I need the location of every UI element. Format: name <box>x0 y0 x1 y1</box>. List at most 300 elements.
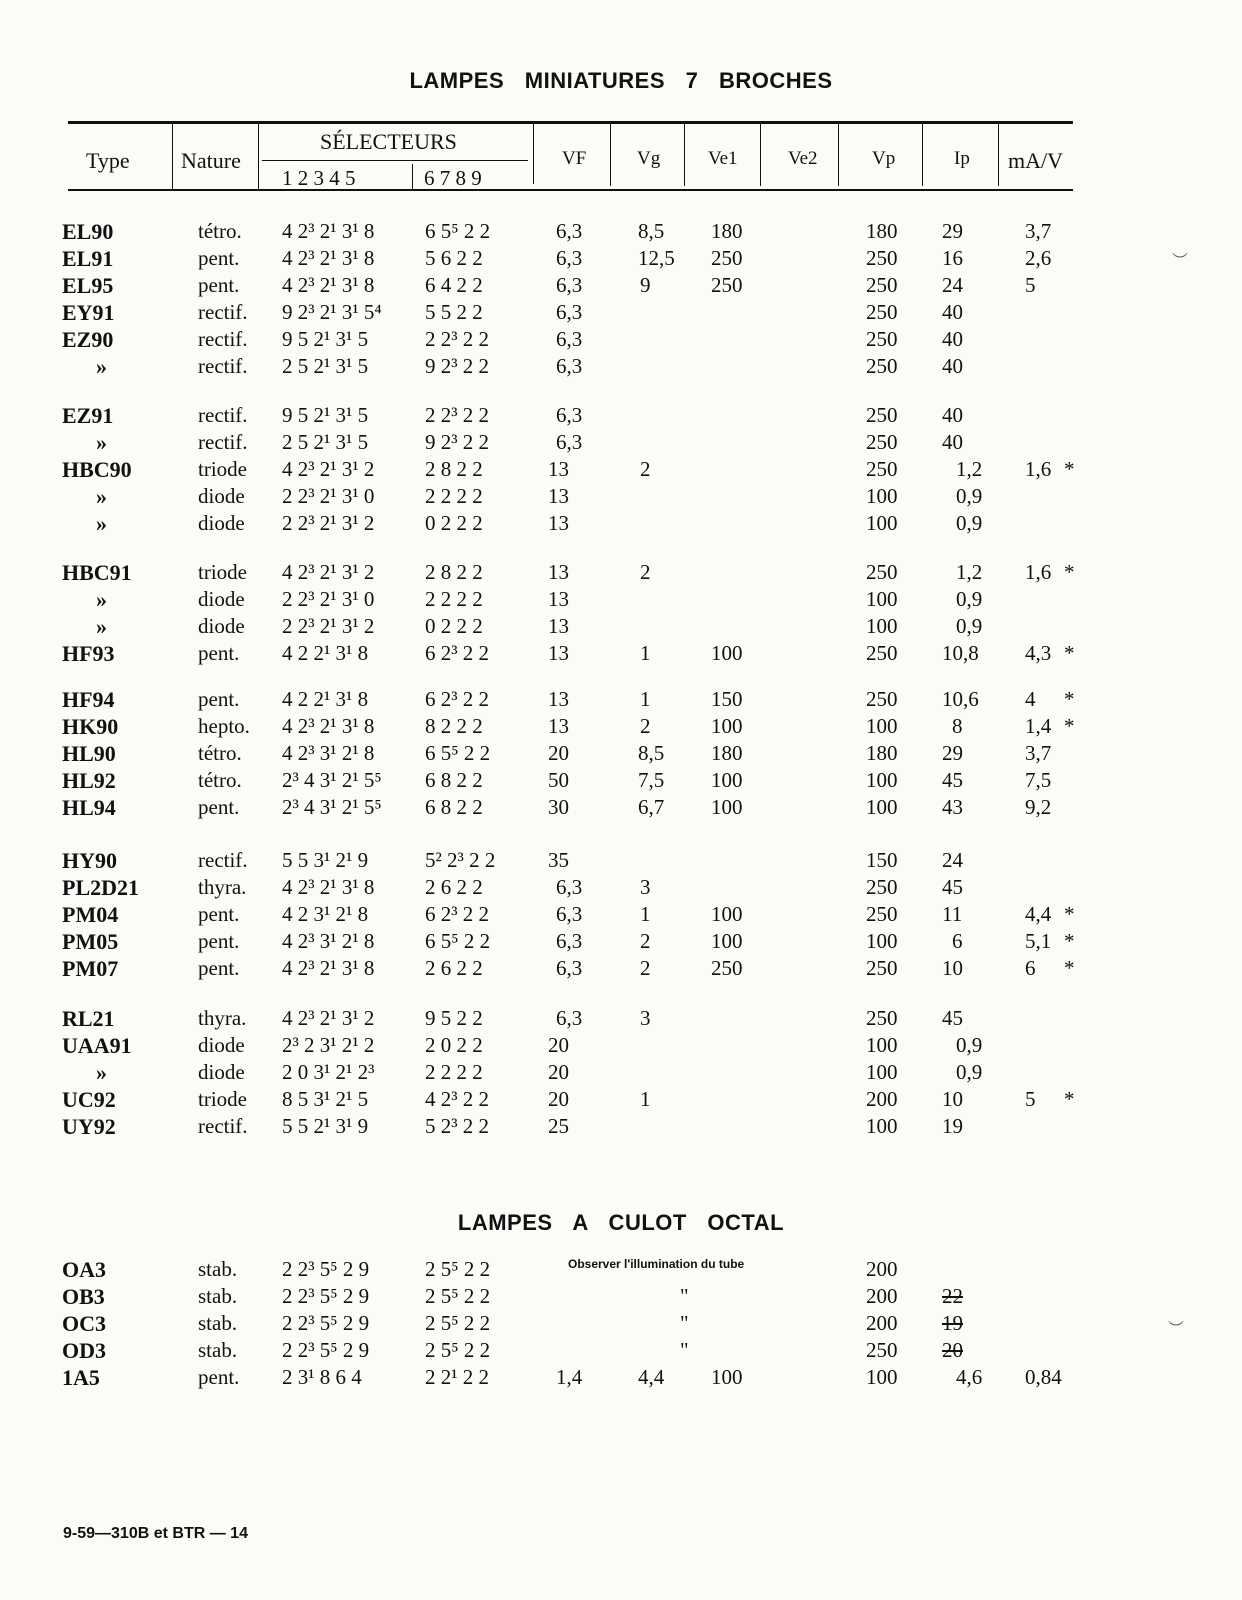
cell-vp: 180 <box>866 741 898 765</box>
cell-vf: 30 <box>548 795 569 819</box>
cell-nature: tétro. <box>198 768 242 792</box>
cell-s2: 6 5⁵ 2 2 <box>425 219 491 243</box>
col-sep-4 <box>533 124 534 184</box>
cell-vg: 3 <box>640 875 651 899</box>
cell-vf: 35 <box>548 848 569 872</box>
cell-vf: 13 <box>548 457 569 481</box>
cell-s2: 2 8 2 2 <box>425 560 483 584</box>
cell-vp: 250 <box>866 403 898 427</box>
cell-ip: 45 <box>942 1006 963 1030</box>
cell-type: » <box>96 511 107 536</box>
cell-ip: 1,2 <box>956 457 983 481</box>
cell-vf: 13 <box>548 641 569 665</box>
cell-nature: diode <box>198 1060 245 1084</box>
cell-nature: diode <box>198 587 245 611</box>
cell-s1: 4 2³ 2¹ 3¹ 8 <box>282 875 375 899</box>
cell-s2: 6 5⁵ 2 2 <box>425 741 491 765</box>
cell-s2: 6 2³ 2 2 <box>425 641 490 665</box>
cell-ip: 20 <box>942 1338 963 1362</box>
cell-type: » <box>96 484 107 509</box>
cell-ip: 40 <box>942 430 963 454</box>
header-vf: VF <box>562 148 587 169</box>
cell-vp: 250 <box>866 1338 898 1362</box>
cell-s1: 9 2³ 2¹ 3¹ 5⁴ <box>282 300 382 324</box>
cell-ip: 40 <box>942 403 963 427</box>
cell-mav: 4,3 <box>1025 641 1052 665</box>
cell-star: * <box>1064 714 1075 738</box>
cell-s2: 6 4 2 2 <box>425 273 483 297</box>
cell-s2: 8 2 2 2 <box>425 714 483 738</box>
cell-type: » <box>96 614 107 639</box>
header-ve2: Ve2 <box>788 148 818 169</box>
cell-vf: 13 <box>548 587 569 611</box>
table-row <box>0 273 1242 300</box>
col-sep-7 <box>760 124 761 186</box>
table-row <box>0 300 1242 327</box>
cell-vp: 100 <box>866 1114 898 1138</box>
table-row <box>0 219 1242 246</box>
margin-mark: ︶ <box>1172 253 1189 270</box>
margin-mark: ︶ <box>1168 1321 1185 1338</box>
cell-vp: 100 <box>866 587 898 611</box>
cell-nature: pent. <box>198 1365 240 1389</box>
selecteurs-divider <box>262 160 528 161</box>
cell-type: OB3 <box>62 1284 105 1309</box>
cell-ve1: 180 <box>711 219 743 243</box>
cell-mav: 5,1 <box>1025 929 1052 953</box>
cell-ip: 0,9 <box>956 587 983 611</box>
col-sep-8 <box>838 124 839 186</box>
cell-vp: 100 <box>866 795 898 819</box>
cell-s1: 9 5 2¹ 3¹ 5 <box>282 403 369 427</box>
cell-nature: pent. <box>198 956 240 980</box>
table-row <box>0 848 1242 875</box>
col-sep-5 <box>610 124 611 186</box>
cell-s2: 2 5⁵ 2 2 <box>425 1311 491 1335</box>
cell-type: OD3 <box>62 1338 106 1363</box>
cell-vf: 13 <box>548 614 569 638</box>
cell-type: EL90 <box>62 219 114 244</box>
cell-ip: 1,2 <box>956 560 983 584</box>
cell-nature: thyra. <box>198 1006 247 1030</box>
cell-vg: 8,5 <box>638 219 665 243</box>
page-footer: 9-59—310B et BTR — 14 <box>63 1525 248 1542</box>
cell-type: HF93 <box>62 641 115 666</box>
cell-type: EL91 <box>62 246 114 271</box>
cell-type: EZ91 <box>62 403 114 428</box>
cell-mav: 9,2 <box>1025 795 1052 819</box>
col-sep-6 <box>684 124 685 186</box>
cell-type: HL90 <box>62 741 116 766</box>
cell-type: HL92 <box>62 768 116 793</box>
cell-vf: 6,3 <box>556 430 583 454</box>
table-row <box>0 956 1242 983</box>
cell-nature: rectif. <box>198 1114 248 1138</box>
cell-ip: 16 <box>942 246 963 270</box>
table-row <box>0 246 1242 273</box>
cell-note: " <box>680 1311 689 1335</box>
cell-ip: 0,9 <box>956 614 983 638</box>
cell-s1: 2 3¹ 8 6 4 <box>282 1365 362 1389</box>
cell-vp: 250 <box>866 1006 898 1030</box>
header-selecteurs-b: 6 7 8 9 <box>424 166 482 190</box>
cell-ve1: 100 <box>711 902 743 926</box>
header-vg: Vg <box>637 148 661 169</box>
table-row <box>0 614 1242 641</box>
cell-nature: pent. <box>198 246 240 270</box>
cell-s2: 2 2 2 2 <box>425 484 483 508</box>
cell-vp: 250 <box>866 430 898 454</box>
cell-vg: 2 <box>640 929 651 953</box>
header-nature: Nature <box>181 148 241 173</box>
cell-s2: 2 2³ 2 2 <box>425 327 490 351</box>
cell-type: » <box>96 354 107 379</box>
cell-vg: 7,5 <box>638 768 665 792</box>
cell-type: » <box>96 1060 107 1085</box>
cell-vp: 250 <box>866 246 898 270</box>
cell-vp: 200 <box>866 1087 898 1111</box>
table-row <box>0 560 1242 587</box>
cell-s1: 2 2³ 5⁵ 2 9 <box>282 1338 370 1362</box>
cell-vp: 180 <box>866 219 898 243</box>
cell-vf: 13 <box>548 560 569 584</box>
cell-vg: 2 <box>640 956 651 980</box>
cell-vp: 100 <box>866 1060 898 1084</box>
cell-s1: 8 5 3¹ 2¹ 5 <box>282 1087 369 1111</box>
cell-mav: 3,7 <box>1025 741 1052 765</box>
cell-vp: 100 <box>866 511 898 535</box>
cell-star: * <box>1064 956 1075 980</box>
cell-s2: 2 5⁵ 2 2 <box>425 1284 491 1308</box>
cell-ip: 10 <box>942 956 963 980</box>
cell-star: * <box>1064 560 1075 584</box>
cell-nature: pent. <box>198 687 240 711</box>
cell-s2: 5 6 2 2 <box>425 246 483 270</box>
cell-type: 1A5 <box>62 1365 100 1390</box>
cell-s1: 2³ 4 3¹ 2¹ 5⁵ <box>282 795 382 819</box>
cell-ip: 45 <box>942 875 963 899</box>
cell-note: " <box>680 1284 689 1308</box>
cell-type: HBC90 <box>62 457 132 482</box>
cell-s1: 4 2³ 2¹ 3¹ 2 <box>282 1006 375 1030</box>
col-sep-3 <box>412 164 413 189</box>
cell-s2: 9 5 2 2 <box>425 1006 483 1030</box>
table-row <box>0 902 1242 929</box>
cell-vf: 20 <box>548 1033 569 1057</box>
cell-type: UY92 <box>62 1114 116 1139</box>
header-ve1: Ve1 <box>708 148 738 169</box>
cell-s1: 4 2³ 2¹ 3¹ 2 <box>282 560 375 584</box>
cell-s2: 2 6 2 2 <box>425 875 483 899</box>
cell-nature: stab. <box>198 1257 238 1281</box>
cell-vp: 250 <box>866 327 898 351</box>
cell-vp: 250 <box>866 956 898 980</box>
table-row <box>0 587 1242 614</box>
cell-type: HK90 <box>62 714 119 739</box>
cell-ip: 29 <box>942 219 963 243</box>
cell-ip: 0,9 <box>956 1060 983 1084</box>
cell-type: EZ90 <box>62 327 114 352</box>
cell-s2: 2 0 2 2 <box>425 1033 483 1057</box>
cell-vg: 2 <box>640 714 651 738</box>
cell-ip: 24 <box>942 848 963 872</box>
cell-note: " <box>680 1338 689 1362</box>
cell-nature: rectif. <box>198 327 248 351</box>
cell-type: UC92 <box>62 1087 116 1112</box>
cell-ve1: 180 <box>711 741 743 765</box>
cell-nature: diode <box>198 511 245 535</box>
cell-vf: 50 <box>548 768 569 792</box>
cell-type: » <box>96 587 107 612</box>
cell-nature: rectif. <box>198 430 248 454</box>
cell-star: * <box>1064 902 1075 926</box>
header-selecteurs: SÉLECTEURS <box>320 129 457 154</box>
cell-s2: 2 5⁵ 2 2 <box>425 1257 491 1281</box>
cell-s1: 2 2³ 5⁵ 2 9 <box>282 1257 370 1281</box>
cell-mav: 7,5 <box>1025 768 1052 792</box>
cell-type: HY90 <box>62 848 117 873</box>
cell-ve1: 100 <box>711 929 743 953</box>
cell-vp: 250 <box>866 354 898 378</box>
cell-note: Observer l'illumination du tube <box>568 1257 745 1271</box>
col-sep-2 <box>258 124 259 189</box>
cell-vf: 6,3 <box>556 902 583 926</box>
cell-s2: 2 2³ 2 2 <box>425 403 490 427</box>
cell-vp: 250 <box>866 641 898 665</box>
cell-s1: 4 2³ 2¹ 3¹ 2 <box>282 457 375 481</box>
cell-star: * <box>1064 687 1075 711</box>
cell-type: UAA91 <box>62 1033 132 1058</box>
table-row <box>0 354 1242 381</box>
cell-s1: 4 2³ 2¹ 3¹ 8 <box>282 956 375 980</box>
cell-nature: hepto. <box>198 714 250 738</box>
table-row <box>0 511 1242 538</box>
cell-type: PM05 <box>62 929 119 954</box>
table-row <box>0 1114 1242 1141</box>
table-row <box>0 929 1242 956</box>
cell-mav: 5 <box>1025 273 1036 297</box>
cell-vg: 2 <box>640 457 651 481</box>
cell-vf: 6,3 <box>556 246 583 270</box>
cell-nature: triode <box>198 560 247 584</box>
cell-vp: 100 <box>866 1365 898 1389</box>
cell-vg: 1 <box>640 641 651 665</box>
cell-ip: 10,6 <box>942 687 979 711</box>
cell-ip: 11 <box>942 902 963 926</box>
cell-ip: 40 <box>942 327 963 351</box>
table-row <box>0 741 1242 768</box>
cell-vg: 8,5 <box>638 741 665 765</box>
cell-nature: diode <box>198 484 245 508</box>
cell-nature: diode <box>198 614 245 638</box>
cell-vp: 100 <box>866 768 898 792</box>
cell-vp: 200 <box>866 1284 898 1308</box>
cell-ip: 6 <box>952 929 963 953</box>
cell-ip: 19 <box>942 1311 963 1335</box>
cell-nature: rectif. <box>198 848 248 872</box>
cell-s1: 2 2³ 5⁵ 2 9 <box>282 1284 370 1308</box>
cell-vf: 6,3 <box>556 1006 583 1030</box>
cell-mav: 4 <box>1025 687 1036 711</box>
cell-ip: 0,9 <box>956 1033 983 1057</box>
title-octal: LAMPES A CULOT OCTAL <box>457 1210 785 1235</box>
cell-s1: 4 2 3¹ 2¹ 8 <box>282 902 369 926</box>
table-row <box>0 1338 1242 1365</box>
cell-vg: 3 <box>640 1006 651 1030</box>
table-row <box>0 327 1242 354</box>
cell-vg: 1 <box>640 1087 651 1111</box>
cell-mav: 5 <box>1025 1087 1036 1111</box>
cell-vf: 6,3 <box>556 875 583 899</box>
cell-vp: 250 <box>866 457 898 481</box>
cell-vg: 12,5 <box>638 246 675 270</box>
cell-star: * <box>1064 929 1075 953</box>
cell-nature: triode <box>198 1087 247 1111</box>
cell-type: EL95 <box>62 273 114 298</box>
cell-s1: 2 2³ 2¹ 3¹ 0 <box>282 587 375 611</box>
header-ip: Ip <box>954 148 970 169</box>
cell-mav: 0,84 <box>1025 1365 1062 1389</box>
cell-vf: 13 <box>548 714 569 738</box>
cell-type: » <box>96 430 107 455</box>
cell-s2: 2 2¹ 2 2 <box>425 1365 490 1389</box>
cell-mav: 1,4 <box>1025 714 1052 738</box>
header-selecteurs-a: 1 2 3 4 5 <box>282 166 356 190</box>
cell-nature: pent. <box>198 641 240 665</box>
cell-s1: 2 2³ 2¹ 3¹ 2 <box>282 511 375 535</box>
cell-vp: 200 <box>866 1311 898 1335</box>
header-bottom-rule <box>68 189 1073 191</box>
cell-nature: pent. <box>198 929 240 953</box>
cell-ip: 0,9 <box>956 511 983 535</box>
cell-vf: 6,3 <box>556 327 583 351</box>
header-vp: Vp <box>872 148 896 169</box>
cell-s2: 5² 2³ 2 2 <box>425 848 496 872</box>
cell-vg: 2 <box>640 560 651 584</box>
cell-type: EY91 <box>62 300 115 325</box>
cell-s1: 4 2³ 2¹ 3¹ 8 <box>282 714 375 738</box>
cell-s2: 6 8 2 2 <box>425 768 483 792</box>
cell-s1: 4 2 2¹ 3¹ 8 <box>282 641 369 665</box>
cell-s1: 4 2 2¹ 3¹ 8 <box>282 687 369 711</box>
cell-vp: 250 <box>866 875 898 899</box>
cell-nature: pent. <box>198 902 240 926</box>
cell-nature: stab. <box>198 1284 238 1308</box>
cell-s1: 5 5 3¹ 2¹ 9 <box>282 848 369 872</box>
cell-nature: pent. <box>198 273 240 297</box>
cell-vp: 150 <box>866 848 898 872</box>
cell-nature: stab. <box>198 1338 238 1362</box>
col-sep-1 <box>172 124 173 189</box>
cell-s1: 5 5 2¹ 3¹ 9 <box>282 1114 369 1138</box>
cell-ip: 22 <box>942 1284 963 1308</box>
cell-nature: stab. <box>198 1311 238 1335</box>
cell-type: PL2D21 <box>62 875 139 900</box>
table-row <box>0 641 1242 668</box>
cell-vf: 13 <box>548 511 569 535</box>
cell-s1: 2³ 4 3¹ 2¹ 5⁵ <box>282 768 382 792</box>
cell-vf: 6,3 <box>556 929 583 953</box>
cell-ip: 10 <box>942 1087 963 1111</box>
cell-s2: 2 8 2 2 <box>425 457 483 481</box>
cell-vp: 100 <box>866 614 898 638</box>
cell-vg: 1 <box>640 902 651 926</box>
cell-ip: 40 <box>942 300 963 324</box>
cell-nature: pent. <box>198 795 240 819</box>
cell-s2: 4 2³ 2 2 <box>425 1087 490 1111</box>
cell-vg: 1 <box>640 687 651 711</box>
cell-vf: 13 <box>548 687 569 711</box>
cell-nature: rectif. <box>198 354 248 378</box>
cell-nature: thyra. <box>198 875 247 899</box>
cell-s2: 2 2 2 2 <box>425 587 483 611</box>
header-mav: mA/V <box>1008 148 1063 173</box>
cell-s2: 2 2 2 2 <box>425 1060 483 1084</box>
cell-s1: 2 2³ 5⁵ 2 9 <box>282 1311 370 1335</box>
cell-type: OA3 <box>62 1257 106 1282</box>
cell-nature: rectif. <box>198 300 248 324</box>
cell-ve1: 100 <box>711 714 743 738</box>
cell-ve1: 250 <box>711 246 743 270</box>
cell-mav: 1,6 <box>1025 560 1052 584</box>
cell-vf: 6,3 <box>556 300 583 324</box>
cell-ip: 19 <box>942 1114 963 1138</box>
cell-ve1: 100 <box>711 795 743 819</box>
cell-type: HBC91 <box>62 560 132 585</box>
cell-mav: 2,6 <box>1025 246 1052 270</box>
cell-vf: 25 <box>548 1114 569 1138</box>
cell-vg: 9 <box>640 273 651 297</box>
cell-ve1: 100 <box>711 641 743 665</box>
cell-mav: 3,7 <box>1025 219 1052 243</box>
cell-type: HF94 <box>62 687 115 712</box>
table-row <box>0 1365 1242 1392</box>
cell-nature: tétro. <box>198 741 242 765</box>
cell-vp: 250 <box>866 300 898 324</box>
cell-s2: 6 8 2 2 <box>425 795 483 819</box>
cell-s1: 2 0 3¹ 2¹ 2³ <box>282 1060 375 1084</box>
table-row <box>0 687 1242 714</box>
cell-vf: 6,3 <box>556 956 583 980</box>
cell-vg: 6,7 <box>638 795 665 819</box>
cell-star: * <box>1064 641 1075 665</box>
cell-s1: 9 5 2¹ 3¹ 5 <box>282 327 369 351</box>
cell-ip: 8 <box>952 714 963 738</box>
cell-s2: 9 2³ 2 2 <box>425 430 490 454</box>
table-row <box>0 1060 1242 1087</box>
cell-vf: 20 <box>548 1060 569 1084</box>
table-row <box>0 1311 1242 1338</box>
cell-s2: 6 2³ 2 2 <box>425 687 490 711</box>
cell-ip: 29 <box>942 741 963 765</box>
cell-type: PM04 <box>62 902 119 927</box>
cell-type: PM07 <box>62 956 119 981</box>
cell-mav: 6 <box>1025 956 1036 980</box>
cell-vf: 6,3 <box>556 273 583 297</box>
cell-ve1: 100 <box>711 1365 743 1389</box>
cell-ve1: 250 <box>711 956 743 980</box>
cell-vf: 1,4 <box>556 1365 583 1389</box>
cell-star: * <box>1064 1087 1075 1111</box>
cell-s2: 2 6 2 2 <box>425 956 483 980</box>
cell-s2: 6 5⁵ 2 2 <box>425 929 491 953</box>
cell-ip: 40 <box>942 354 963 378</box>
cell-nature: diode <box>198 1033 245 1057</box>
cell-s1: 2 2³ 2¹ 3¹ 2 <box>282 614 375 638</box>
cell-s1: 2³ 2 3¹ 2¹ 2 <box>282 1033 375 1057</box>
col-sep-10 <box>998 124 999 186</box>
cell-ve1: 250 <box>711 273 743 297</box>
